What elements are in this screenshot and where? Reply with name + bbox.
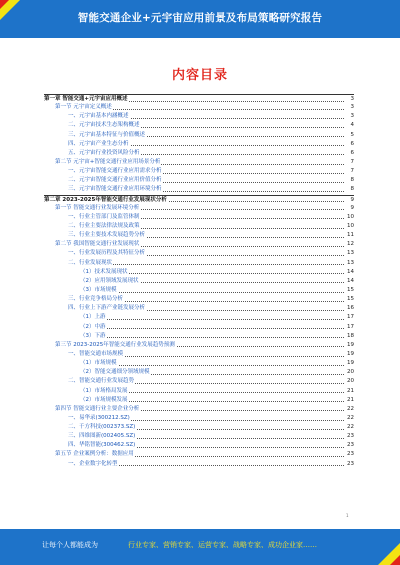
toc-entry-title: （2）中游 (44, 323, 107, 332)
toc-entry[interactable] (44, 158, 354, 167)
toc-entry[interactable] (44, 450, 354, 459)
toc-entry-page: 18 (344, 332, 354, 341)
toc-entry-title: （1）市场格局发展 (44, 387, 129, 396)
toc-entry-page: 23 (344, 450, 354, 459)
toc-entry-title: （1）市场规模 (44, 359, 118, 368)
toc-entry-page: 6 (344, 149, 354, 158)
toc-entry-title: 第三节 2023-2025年智能交通行业发展趋势预测 (44, 341, 176, 350)
toc-entry-page: 3 (344, 112, 354, 121)
toc-entry[interactable] (44, 268, 354, 277)
toc-entry-page: 14 (344, 268, 354, 277)
toc-entry[interactable] (44, 112, 354, 121)
toc-entry-page: 14 (344, 277, 354, 286)
toc-entry[interactable] (44, 240, 354, 249)
toc-entry[interactable] (44, 222, 354, 231)
footer-corner-accent (390, 555, 400, 565)
toc-entry[interactable] (44, 304, 354, 313)
table-of-contents (44, 94, 354, 469)
toc-entry-page: 23 (344, 441, 354, 450)
toc-entry-page: 10 (344, 213, 354, 222)
toc-entry[interactable] (44, 185, 354, 194)
toc-entry-title: （2）应用领域发展现状 (44, 277, 140, 286)
toc-entry-title: （2）智能交通细分领域规模 (44, 368, 151, 377)
header-corner-accent (0, 0, 9, 9)
toc-entry-page: 8 (344, 185, 354, 194)
toc-entry[interactable] (44, 131, 354, 140)
toc-entry-page: 20 (344, 377, 354, 386)
toc-entry-title: 第二章 2023-2025年智能交通行业发展现状分析 (44, 196, 168, 204)
toc-entry-title: 二、智能交通行业发展趋势 (44, 377, 135, 386)
toc-entry[interactable] (44, 460, 354, 469)
toc-entry-title: 四、华铭智能(300462.SZ) (44, 441, 136, 450)
toc-entry[interactable] (44, 396, 354, 405)
toc-entry-page: 9 (344, 204, 354, 213)
toc-entry[interactable] (44, 387, 354, 396)
toc-entry-page: 19 (344, 359, 354, 368)
toc-entry-page: 16 (344, 304, 354, 313)
toc-entry[interactable] (44, 204, 354, 213)
toc-entry-page: 4 (344, 121, 354, 130)
toc-entry-title: 二、元宇宙技术生态架构概述 (44, 121, 141, 130)
toc-entry-title: 第二节 元宇宙+智能交通行业应用场景分析 (44, 158, 161, 167)
toc-entry[interactable] (44, 332, 354, 341)
toc-entry[interactable] (44, 441, 354, 450)
toc-entry-title: 三、元宇宙智能交通行业应用环境分析 (44, 185, 163, 194)
toc-entry[interactable] (44, 213, 354, 222)
toc-entry-title: 三、元宇宙基本特征与价值概述 (44, 131, 146, 140)
toc-entry[interactable] (44, 140, 354, 149)
toc-entry[interactable] (44, 259, 354, 268)
toc-entry-title: 一、智能交通市场规模 (44, 350, 124, 359)
toc-entry-title: 一、元宇宙基本内涵概述 (44, 112, 130, 121)
toc-entry-title: 三、行业主要技术发展趋势分析 (44, 231, 146, 240)
toc-entry[interactable] (44, 350, 354, 359)
report-title: 智能交通企业+元宇宙应用前景及布局策略研究报告 (77, 12, 323, 24)
toc-entry-page: 22 (344, 423, 354, 432)
toc-entry-page: 6 (344, 140, 354, 149)
toc-entry-title: 二、行业发展现状 (44, 259, 113, 268)
toc-title: 内容目录 (171, 68, 228, 83)
toc-entry-page: 22 (344, 405, 354, 414)
toc-entry-title: （2）市场规模发展 (44, 396, 129, 405)
toc-entry-page: 21 (344, 396, 354, 405)
toc-entry[interactable] (44, 405, 354, 414)
toc-entry-title: 第一节 智能交通行业发展环境分析 (44, 204, 140, 213)
toc-entry-title: 第一节 元宇宙定义概述 (44, 103, 113, 112)
toc-entry-title: 一、行业发展历程及其特征分析 (44, 249, 146, 258)
toc-entry-title: 第五节 企业案例分析：数据应用 (44, 450, 135, 459)
toc-entry-title: 三、行业竞争格局分析 (44, 295, 124, 304)
toc-entry[interactable] (44, 323, 354, 332)
toc-entry-title: 第二节 我国智能交通行业发展现状 (44, 240, 140, 249)
toc-entry-page: 23 (344, 432, 354, 441)
toc-entry-page: 5 (344, 131, 354, 140)
toc-entry-page: 8 (344, 176, 354, 185)
toc-entry[interactable] (44, 249, 354, 258)
toc-entry-page: 15 (344, 286, 354, 295)
toc-entry[interactable] (44, 94, 354, 103)
toc-entry[interactable] (44, 195, 354, 204)
toc-entry-page: 17 (344, 313, 354, 322)
footer-slogan: 让每个人都能成为 (42, 541, 98, 549)
toc-entry[interactable] (44, 414, 354, 423)
toc-entry-page: 22 (344, 414, 354, 423)
toc-entry-title: 三、四维图新(002405.SZ) (44, 432, 136, 441)
toc-entry-page: 13 (344, 259, 354, 268)
toc-entry-page: 9 (344, 196, 354, 204)
toc-entry-title: 二、千方科技(002373.SZ) (44, 423, 136, 432)
toc-entry-title: （3）市场规模 (44, 286, 118, 295)
toc-entry[interactable] (44, 341, 354, 350)
toc-entry-title: 四、行业上下游产业链发展分析 (44, 304, 146, 313)
toc-entry-title: （1）技术发展现状 (44, 268, 129, 277)
toc-entry-title: 二、行业主要法律法规及政策 (44, 222, 141, 231)
footer-roles: 行业专家、营销专家、运营专家、战略专家、成功企业家…… (128, 541, 317, 549)
toc-entry-page: 7 (344, 167, 354, 176)
toc-entry-title: （3）下游 (44, 332, 107, 341)
toc-entry[interactable] (44, 149, 354, 158)
toc-entry[interactable] (44, 377, 354, 386)
toc-entry-page: 13 (344, 249, 354, 258)
toc-entry-page: 23 (344, 460, 354, 469)
toc-entry[interactable] (44, 231, 354, 240)
toc-entry-page: 7 (344, 158, 354, 167)
toc-entry[interactable] (44, 121, 354, 130)
toc-entry-title: 第四节 智能交通行业主要企业分析 (44, 405, 140, 414)
toc-entry-title: 一、元宇宙智能交通行业应用需求分析 (44, 167, 163, 176)
toc-entry-page: 17 (344, 323, 354, 332)
toc-entry-page: 11 (344, 231, 354, 240)
toc-entry[interactable] (44, 176, 354, 185)
toc-entry[interactable] (44, 103, 354, 112)
toc-entry-page: 12 (344, 240, 354, 249)
toc-entry[interactable] (44, 432, 354, 441)
toc-entry-title: 二、元宇宙智能交通行业应用价值分析 (44, 176, 163, 185)
toc-entry-page: 21 (344, 387, 354, 396)
toc-entry[interactable] (44, 277, 354, 286)
toc-entry-page: 3 (344, 95, 354, 103)
toc-entry-page: 10 (344, 222, 354, 231)
toc-entry-title: 一、行业主管部门及监管体制 (44, 213, 141, 222)
toc-entry-title: （1）上游 (44, 313, 107, 322)
toc-entry[interactable] (44, 359, 354, 368)
toc-entry[interactable] (44, 313, 354, 322)
toc-entry[interactable] (44, 295, 354, 304)
toc-entry-title: 五、元宇宙行业投资风险分析 (44, 149, 141, 158)
toc-entry-title: 第一章 智能交通+元宇宙应用概述 (44, 95, 129, 103)
page-marker: 1 (346, 513, 349, 518)
toc-entry-page: 19 (344, 350, 354, 359)
toc-entry-page: 19 (344, 341, 354, 350)
toc-entry-title: 一、易华录(300212.SZ) (44, 414, 131, 423)
toc-entry-title: 四、元宇宙产业生态分析 (44, 140, 130, 149)
toc-entry-page: 15 (344, 295, 354, 304)
toc-entry-page: 20 (344, 368, 354, 377)
toc-entry[interactable] (44, 286, 354, 295)
toc-entry-page: 3 (344, 103, 354, 112)
toc-entry[interactable] (44, 368, 354, 377)
toc-entry[interactable] (44, 423, 354, 432)
toc-entry-title: 一、企业数字化转型 (44, 460, 119, 469)
toc-entry[interactable] (44, 167, 354, 176)
